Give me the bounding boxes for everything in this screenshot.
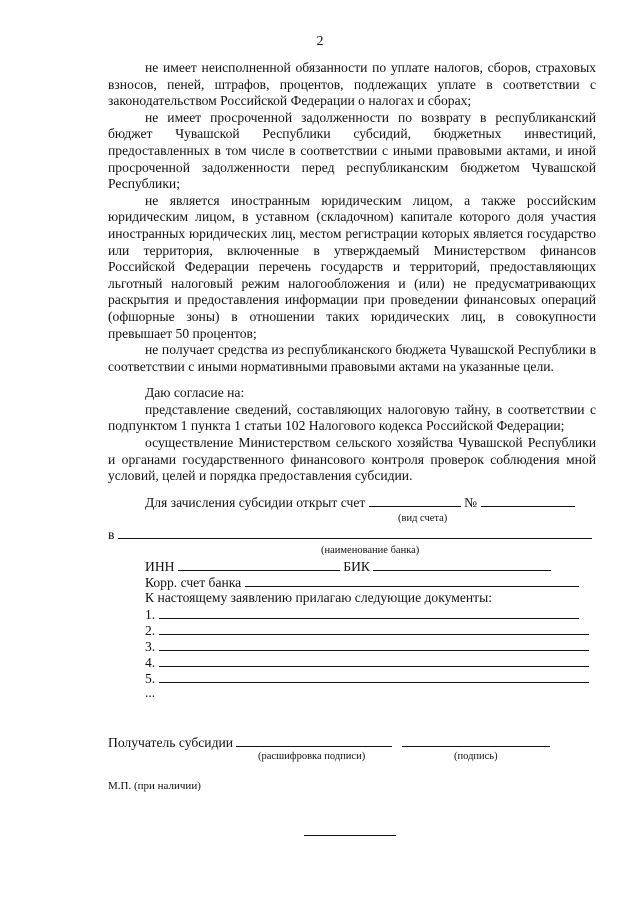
attachment-row (145, 638, 589, 655)
bank-prefix: в (108, 527, 115, 542)
corr-row (145, 574, 579, 591)
condition-paragraph: не получает средства из республиканского бюджета Чувашской Республики в соответствии с иными нормативными правовыми актами на указанные цели. (108, 342, 596, 374)
condition-paragraph: не является иностранным юридическим лицом, а также российским юридическим лицом, в уставном (складочном) капитале которого доля участия иностранных юридических лиц, местом регистрации которых является государство или территория, включенные в утверждаемый Министерством финансов Российской Федерации перечень государств и территорий, предоставляющих льготный налоговый режим налогообложения и (или) не предусматривающих раскрытия и предоставления информации при проведении финансовых операций (офшорные зоны) в отношении таких юридических лиц, в совокупности превышает 50 процентов; (108, 192, 596, 341)
attachment-number: 5. (145, 671, 156, 686)
recipient-label: Получатель субсидии (108, 735, 234, 750)
footer-divider (304, 835, 396, 836)
consent-paragraph: осуществление Министерством сельского хозяйства Чувашской Республики и органами государственного финансового контроля проверок соблюдения мной условий, целей и порядка предоставления субсидии. (108, 435, 596, 484)
account-type-caption: (вид счета) (398, 513, 448, 524)
attachment-field[interactable] (159, 606, 579, 619)
consent-paragraph: представление сведений, составляющих налоговую тайну, в соответствии с подпунктом 1 пункта 1 статьи 102 Налогового кодекса Российской Федерации; (108, 401, 596, 434)
corr-account-field[interactable] (245, 574, 579, 587)
consent-heading: Даю согласие на: (145, 385, 245, 401)
attachment-row (145, 606, 579, 623)
bank-name-caption: (наименование банка) (321, 545, 420, 556)
account-number-field[interactable] (481, 494, 575, 507)
signature-field[interactable] (402, 734, 550, 747)
attachment-field[interactable] (159, 622, 589, 635)
signature-caption: (подпись) (454, 751, 498, 762)
condition-paragraph: не имеет неисполненной обязанности по уплате налогов, сборов, страховых взносов, пеней, штрафов, процентов, подлежащих уплате в соответствии с законодательством Российской Федерации о налогах и сборах; (108, 60, 596, 109)
account-row (145, 494, 575, 511)
attachments-heading: К настоящему заявлению прилагаю следующие документы: (145, 590, 493, 605)
inn-bik-row (145, 558, 551, 575)
bik-field[interactable] (373, 558, 551, 571)
attachment-number: 3. (145, 639, 156, 654)
inn-label: ИНН (145, 559, 175, 574)
bank-row (108, 526, 592, 543)
recipient-row (108, 734, 550, 751)
attachment-row (145, 670, 589, 687)
condition-paragraph: не имеет просроченной задолженности по возврату в республиканский бюджет Чувашской Республики субсидий, бюджетных инвестиций, предоставленных в том числе в соответствии с иными правовыми актами, и иной просроченной задолженности перед республиканским бюджетом Чувашской Республики; (108, 109, 596, 192)
page-number: 2 (316, 34, 324, 49)
attachment-row (145, 654, 589, 671)
stamp-label: М.П. (при наличии) (108, 780, 201, 792)
attachment-ellipsis: ... (145, 685, 156, 700)
attachment-number: 1. (145, 607, 156, 622)
account-type-field[interactable] (369, 494, 461, 507)
attachment-number: 4. (145, 655, 156, 670)
attachment-field[interactable] (159, 670, 589, 683)
attachment-row (145, 622, 589, 639)
attachment-number: 2. (145, 623, 156, 638)
signature-decode-field[interactable] (236, 734, 392, 747)
account-label: Для зачисления субсидии открыт счет (145, 495, 366, 510)
corr-label: Корр. счет банка (145, 575, 242, 590)
number-sign: № (464, 495, 478, 510)
bik-label: БИК (343, 559, 370, 574)
inn-field[interactable] (178, 558, 340, 571)
bank-name-field[interactable] (118, 526, 592, 539)
decode-caption: (расшифровка подписи) (258, 751, 366, 762)
attachment-field[interactable] (159, 638, 589, 651)
attachment-field[interactable] (159, 654, 589, 667)
